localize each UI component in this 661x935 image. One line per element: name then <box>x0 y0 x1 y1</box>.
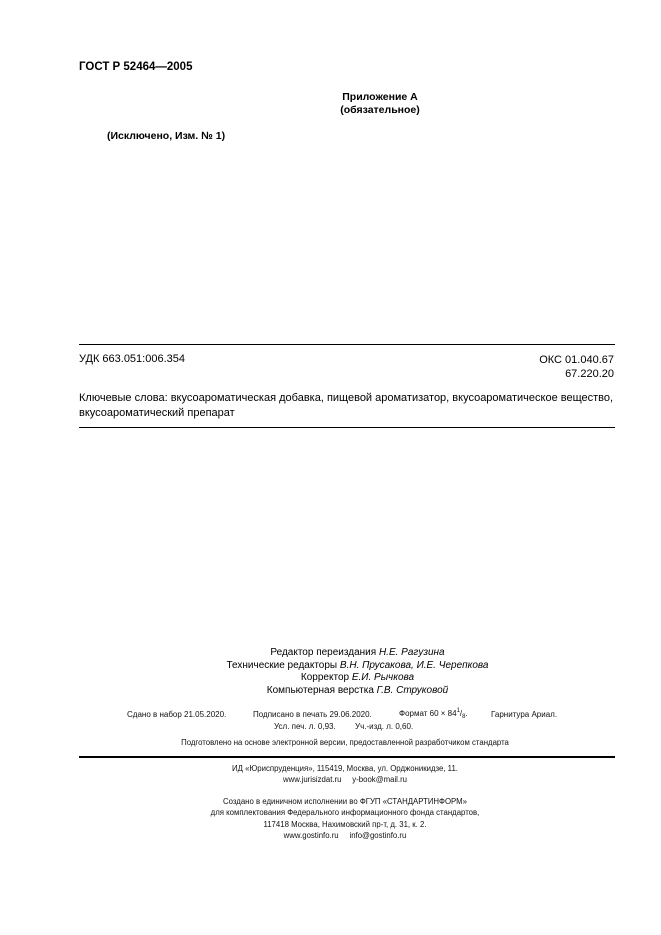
credit-name: Е.И. Рычкова <box>351 672 415 683</box>
credit-role: Технические редакторы <box>226 660 338 671</box>
oks-code-2: 67.220.20 <box>565 368 614 380</box>
udk-code: УДК 663.051:006.354 <box>79 353 185 365</box>
bottom-divider <box>79 756 615 758</box>
appendix-excluded-note: (Исключено, Изм. № 1) <box>107 130 226 142</box>
publisher-line-4: для комплектования Федерального информационного фонда стандартов, <box>210 808 480 817</box>
prepared-note: Подготовлено на основе электронной версии, предоставленной разработчиком стандарта <box>181 738 509 747</box>
imprint-signed: Подписано в печать 29.06.2020. <box>253 710 372 719</box>
credit-editor <box>180 646 535 659</box>
credit-name: Н.Е. Рагузина <box>378 647 445 658</box>
top-divider <box>79 344 615 345</box>
publisher-line-1: ИД «Юриспруденция», 115419, Москва, ул. Орджоникидзе, 11. <box>232 764 458 773</box>
keywords: Ключевые слова: вкусоароматическая добавка, пищевой ароматизатор, вкусоароматическое вещество, вкусоароматический препарат <box>79 392 614 419</box>
format-sub: 8 <box>462 714 466 720</box>
credit-proofreader <box>180 671 535 684</box>
imprint-uch: Уч.-изд. л. 0,60. <box>355 722 414 731</box>
publisher-line-5: 117418 Москва, Нахимовский пр-т, д. 31, к. 2. <box>263 820 427 829</box>
credit-role: Редактор переиздания <box>270 647 377 658</box>
oks-code-1: ОКС 01.040.67 <box>539 354 614 366</box>
keywords-divider <box>79 427 615 428</box>
credit-layout <box>180 684 535 697</box>
imprint-font: Гарнитура Ариал. <box>491 710 558 719</box>
publisher-line-3: Создано в единичном исполнении во ФГУП «СТАНДАРТИНФОРМ» <box>223 797 467 806</box>
imprint-format: Формат $60 \times 84^1/_8$. <box>399 708 468 720</box>
imprint-usl: Усл. печ. л. 0,93. <box>274 722 336 731</box>
credit-name: Г.В. Струковой <box>376 685 449 696</box>
credit-role: Компьютерная верстка <box>266 685 374 696</box>
format-text: Формат 60 × 84 <box>399 709 457 718</box>
credit-name: В.Н. Прусакова, И.Е. Черепкова <box>339 660 489 671</box>
imprint-submitted: Сдано в набор 21.05.2020. <box>127 710 227 719</box>
credit-role: Корректор <box>300 672 350 683</box>
format-sup: 1 <box>456 708 460 714</box>
standard-number: ГОСТ Р 52464—2005 <box>79 61 193 73</box>
publisher-line-2: www.jurisizdat.ru y-book@mail.ru <box>282 775 408 784</box>
oks-codes <box>539 353 614 381</box>
appendix-title: Приложение А <box>342 91 418 103</box>
publisher-line-6: www.gostinfo.ru info@gostinfo.ru <box>283 831 407 840</box>
appendix-status: (обязательное) <box>340 104 420 116</box>
